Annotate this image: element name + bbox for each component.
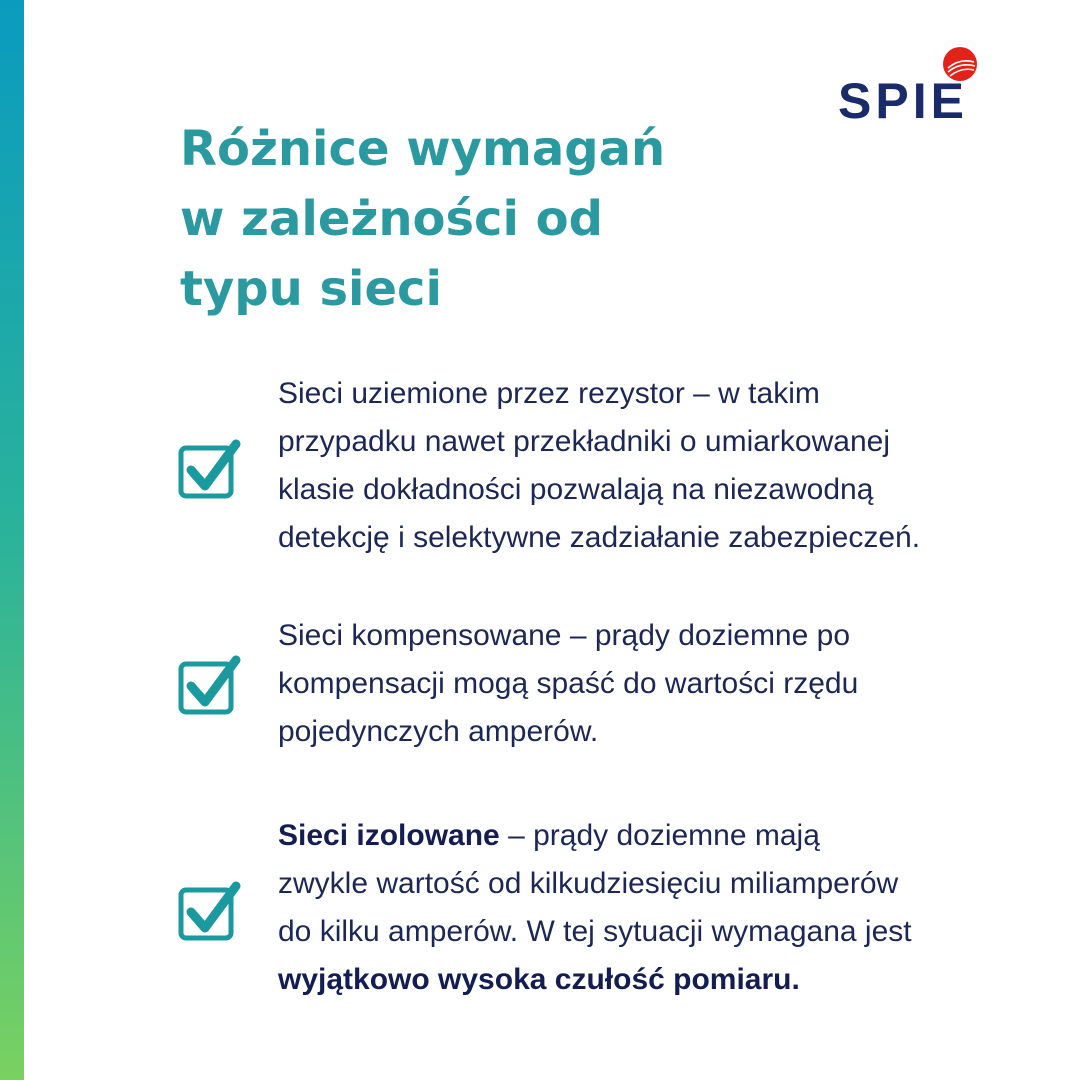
item-text: [278, 812, 1038, 1004]
item-line: zwykle wartość od kilkudziesięciu miliamperów: [278, 867, 899, 900]
item-line: [278, 956, 1038, 1004]
item-line: klasie dokładności pozwalają na niezawodną: [278, 473, 874, 506]
checkbox-checked-icon: [176, 436, 242, 502]
item-line: kompensacji mogą spaść do wartości rzędu: [278, 667, 859, 700]
item-line: Sieci uziemione przez rezystor – w takim: [278, 377, 820, 410]
item-text: [278, 612, 1038, 756]
item-line: przypadku nawet przekładniki o umiarkowanej: [278, 425, 890, 458]
page-title: [180, 114, 820, 324]
item-line: detekcję i selektywne zadziałanie zabezpieczeń.: [278, 521, 921, 554]
logo-wordmark: SPIE: [838, 73, 968, 129]
item-line: do kilku amperów. W tej sytuacji wymagana jest: [278, 915, 912, 948]
checkbox-checked-icon: [176, 652, 242, 718]
item-line: [278, 812, 1038, 860]
checkbox-checked-icon: [176, 878, 242, 944]
item-text: [278, 370, 1038, 562]
title-line-2: w zależności od: [180, 191, 603, 247]
title-line-1: Różnice wymagań: [180, 121, 666, 177]
item-line-rest: – prądy doziemne mają: [499, 819, 820, 852]
item-line: pojedynczych amperów.: [278, 715, 599, 748]
item-line: Sieci kompensowane – prądy doziemne po: [278, 619, 851, 652]
title-line-3: typu sieci: [180, 261, 442, 317]
spie-logo: [838, 42, 1028, 132]
emphasis-text: wyjątkowo wysoka czułość pomiaru.: [278, 963, 800, 996]
emphasis-text: Sieci izolowane: [278, 819, 500, 852]
gradient-accent-bar: [0, 0, 24, 1080]
